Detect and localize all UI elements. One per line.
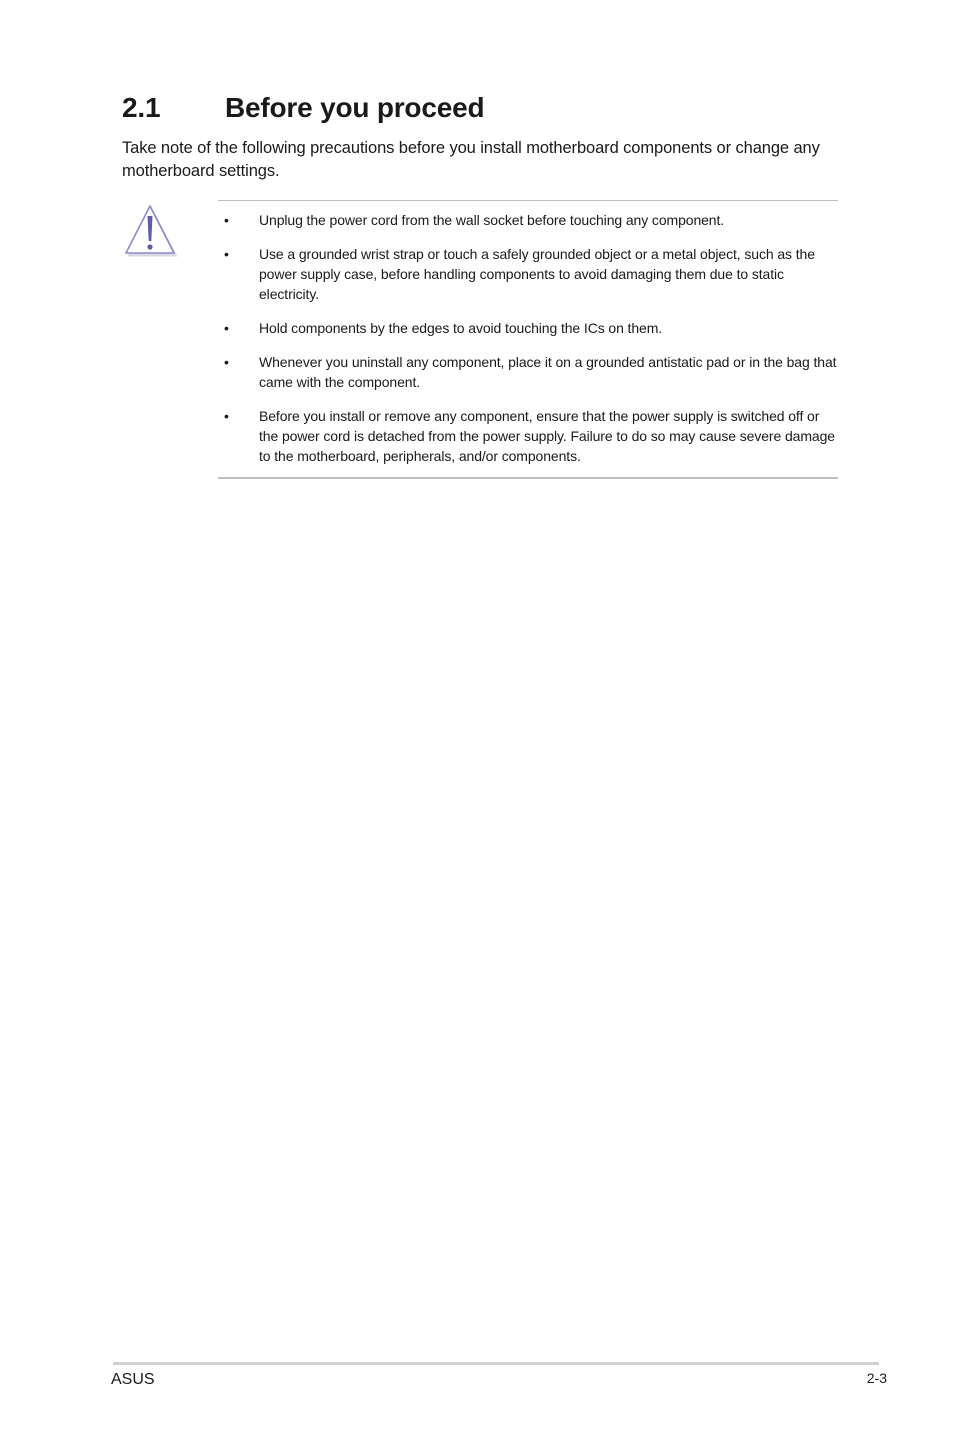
bullet: • [224, 408, 229, 424]
intro-paragraph: Take note of the following precautions before you install motherboard components or change any motherboard settings. [122, 139, 820, 180]
caution-text: Hold components by the edges to avoid touching the ICs on them. [259, 320, 663, 336]
caution-list [218, 210, 838, 466]
section-heading [122, 92, 484, 124]
bullet: • [224, 354, 229, 370]
bullet: • [224, 212, 229, 228]
bullet: • [224, 320, 229, 336]
page-number: 2-3 [866, 1370, 887, 1386]
footer-brand: ASUS [111, 1371, 155, 1388]
section-title: Before you proceed [225, 92, 485, 123]
bullet: • [224, 246, 229, 262]
list-item [218, 210, 838, 230]
caution-box [218, 200, 838, 479]
list-item [218, 352, 838, 392]
caution-text: Before you install or remove any component, ensure that the power supply is switched off or the power cord is detached from the power supply. Failure to do so may cause severe damage to the motherboard, peripherals, and/or components. [259, 408, 835, 464]
list-item [218, 406, 838, 466]
list-item [218, 244, 838, 304]
section-number: 2.1 [122, 92, 161, 123]
caution-text: Unplug the power cord from the wall socket before touching any component. [259, 212, 725, 228]
caution-text: Whenever you uninstall any component, place it on a grounded antistatic pad or in the bag that came with the component. [259, 354, 837, 390]
warning-triangle-icon [124, 203, 178, 257]
footer-divider [113, 1362, 879, 1365]
list-item [218, 318, 838, 338]
caution-text: Use a grounded wrist strap or touch a safely grounded object or a metal object, such as the power supply case, before handling components to avoid damaging them due to static electricity. [259, 246, 815, 302]
